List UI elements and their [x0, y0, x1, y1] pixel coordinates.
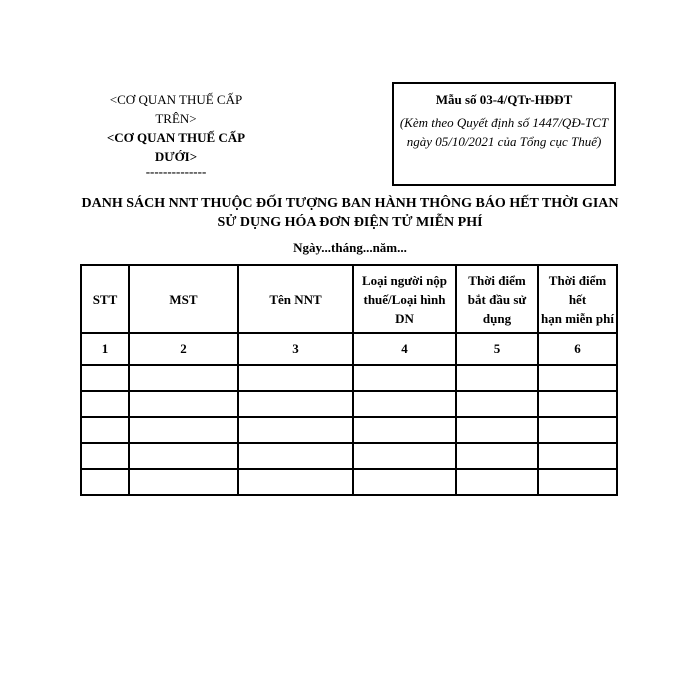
header-loai-nnt: [353, 265, 456, 333]
table-cell: [129, 391, 238, 417]
table-cell: [456, 417, 538, 443]
table-cell: [81, 365, 129, 391]
table-cell: [129, 443, 238, 469]
table-cell: [538, 417, 617, 443]
table-cell: [538, 365, 617, 391]
separator: --------------: [145, 164, 207, 179]
header-stt: STT: [81, 265, 129, 333]
agency-block: [96, 90, 256, 178]
header-bat-dau-line3: dụng: [482, 310, 512, 326]
date-line: Ngày...tháng...năm...: [293, 240, 407, 255]
form-code-box: [392, 82, 616, 186]
table-cell: [353, 417, 456, 443]
column-number: 3: [238, 333, 353, 365]
table-header-row: [81, 265, 617, 333]
column-number-row: [81, 333, 617, 365]
table-cell: [456, 391, 538, 417]
header-het-han-line3: hạn miễn phí: [541, 310, 614, 326]
table-cell: [353, 365, 456, 391]
column-number: 6: [538, 333, 617, 365]
table-row: [81, 391, 617, 417]
table-cell: [238, 365, 353, 391]
table-cell: [456, 365, 538, 391]
table-cell: [129, 365, 238, 391]
title-line1: DANH SÁCH NNT THUỘC ĐỐI TƯỢNG BAN HÀNH THÔNG BÁO HẾT THỜI GIAN: [81, 196, 619, 211]
agency-lower: <CƠ QUAN THUẾ CẤP DƯỚI>: [106, 130, 246, 164]
table-cell: [353, 469, 456, 495]
table-cell: [538, 391, 617, 417]
title-line2: SỬ DỤNG HÓA ĐƠN ĐIỆN TỬ MIỄN PHÍ: [217, 215, 483, 230]
column-number: 1: [81, 333, 129, 365]
header-bat-dau-line2: bắt đầu sử: [467, 291, 527, 307]
table-cell: [238, 391, 353, 417]
table-cell: [456, 443, 538, 469]
column-number: 4: [353, 333, 456, 365]
header-het-han: [538, 265, 617, 333]
table-cell: [238, 443, 353, 469]
taxpayer-table: [80, 264, 618, 496]
table-cell: [238, 469, 353, 495]
column-number: 5: [456, 333, 538, 365]
document-title: [60, 194, 640, 232]
form-note-line2: ngày 05/10/2021 của Tổng cục Thuế): [406, 134, 602, 149]
header-ten-nnt: Tên NNT: [238, 265, 353, 333]
agency-upper: <CƠ QUAN THUẾ CẤP TRÊN>: [109, 92, 243, 126]
header-loai-line2: thuế/Loại hình: [363, 291, 446, 307]
form-note-line1: (Kèm theo Quyết định số 1447/QĐ-TCT: [399, 115, 609, 130]
table-cell: [238, 417, 353, 443]
table-row: [81, 417, 617, 443]
form-code: Mẫu số 03-4/QTr-HĐĐT: [435, 92, 573, 107]
column-number: 2: [129, 333, 238, 365]
form-note: [394, 113, 614, 151]
header-loai-line1: Loại người nộp: [361, 272, 448, 288]
table-row: [81, 365, 617, 391]
header-bat-dau: [456, 265, 538, 333]
table-cell: [81, 391, 129, 417]
table-cell: [353, 443, 456, 469]
header-mst: MST: [129, 265, 238, 333]
header-bat-dau-line1: Thời điểm: [468, 272, 526, 288]
table-row: [81, 443, 617, 469]
header-loai-line3: DN: [395, 310, 414, 326]
header-het-han-line1: Thời điểm: [548, 272, 607, 288]
table-cell: [81, 443, 129, 469]
table-cell: [538, 469, 617, 495]
header-het-han-line2: hết: [568, 291, 587, 307]
table-cell: [353, 391, 456, 417]
table-cell: [456, 469, 538, 495]
table-cell: [81, 417, 129, 443]
table-cell: [129, 469, 238, 495]
table-cell: [81, 469, 129, 495]
table-cell: [129, 417, 238, 443]
table-row: [81, 469, 617, 495]
table-cell: [538, 443, 617, 469]
